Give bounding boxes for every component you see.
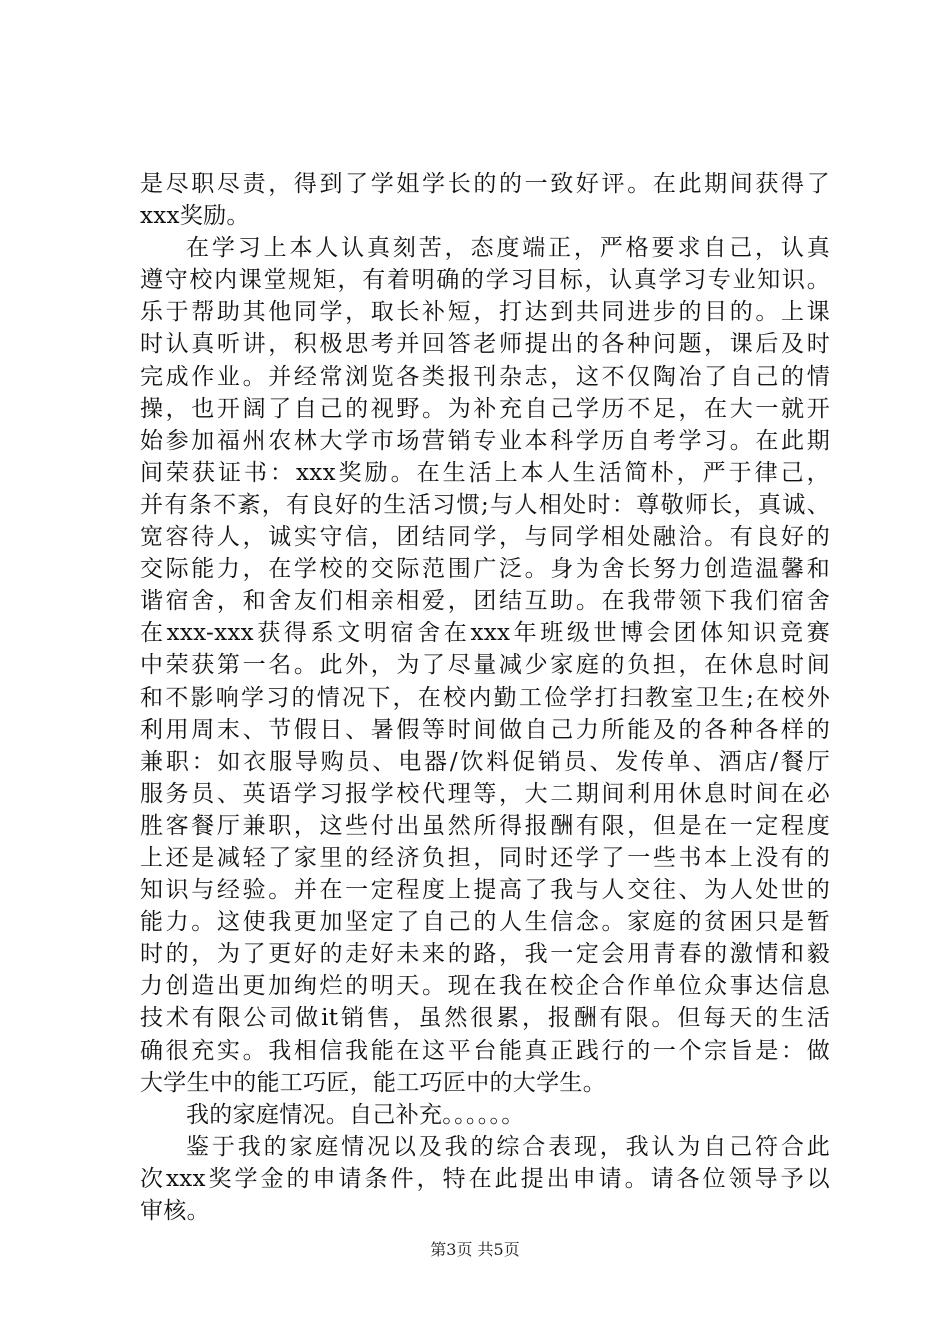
text-line: 遵守校内课堂规矩，有着明确的学习目标，认真学习专业知识。 — [140, 267, 830, 294]
text-line: 次xxx奖学金的申请条件，特在此提出申请。请各位领导予以 — [140, 1165, 830, 1192]
text-line: 并有条不紊，有良好的生活习惯;与人相处时：尊敬师长，真诚、 — [140, 491, 830, 518]
text-line: 兼职：如衣服导购员、电器/饮料促销员、发传单、酒店/餐厅 — [140, 748, 830, 775]
text-line: 服务员、英语学习报学校代理等，大二期间利用休息时间在必 — [140, 780, 830, 807]
text-line: 大学生中的能工巧匠，能工巧匠中的大学生。 — [140, 1069, 606, 1096]
text-line: 审核。 — [140, 1198, 210, 1224]
text-line: 乐于帮助其他同学，取长补短，打达到共同进步的目的。上课 — [140, 299, 830, 326]
text-line: 胜客餐厅兼职，这些付出虽然所得报酬有限，但是在一定程度 — [140, 812, 830, 839]
text-line: 间荣获证书：xxx奖励。在生活上本人生活简朴，严于律己， — [140, 459, 830, 486]
text-line: 时的，为了更好的走好未来的路，我一定会用青春的激情和毅 — [140, 941, 830, 968]
text-line: 是尽职尽责，得到了学姐学长的的一致好评。在此期间获得了 — [140, 171, 830, 197]
text-line: 和不影响学习的情况下，在校内勤工俭学打扫教室卫生;在校外 — [140, 684, 830, 711]
text-line: 技术有限公司做it销售，虽然很累，报酬有限。但每天的生活 — [140, 1005, 830, 1032]
text-line: 完成作业。并经常浏览各类报刊杂志，这不仅陶冶了自己的情 — [140, 363, 830, 390]
text-line: 在xxx-xxx获得系文明宿舍在xxx年班级世博会团体知识竞赛 — [140, 620, 830, 647]
text-line: 知识与经验。并在一定程度上提高了我与人交往、为人处世的 — [140, 877, 830, 904]
text-line: 能力。这使我更加坚定了自己的人生信念。家庭的贫困只是暂 — [140, 909, 830, 936]
text-line: 利用周末、节假日、暑假等时间做自己力所能及的各种各样的 — [140, 716, 830, 743]
text-line: 操，也开阔了自己的视野。为补充自己学历不足，在大一就开 — [140, 395, 830, 422]
page-footer: 第3页 共5页 — [430, 1240, 520, 1259]
text-line: 力创造出更加绚烂的明天。现在我在校企合作单位众事达信息 — [140, 973, 830, 1000]
text-line: 始参加福州农林大学市场营销专业本科学历自考学习。在此期 — [140, 427, 830, 454]
text-line: 在学习上本人认真刻苦，态度端正，严格要求自己，认真 — [186, 235, 830, 262]
text-line: 我的家庭情况。自己补充。。。。。。 — [186, 1101, 525, 1128]
text-line: 鉴于我的家庭情况以及我的综合表现，我认为自己符合此 — [186, 1133, 830, 1160]
text-line: 上还是减轻了家里的经济负担，同时还学了一些书本上没有的 — [140, 844, 830, 871]
text-line: xxx奖励。 — [140, 203, 250, 230]
text-line: 中荣获第一名。此外，为了尽量减少家庭的负担，在休息时间 — [140, 652, 830, 679]
text-line: 宽容待人，诚实守信，团结同学，与同学相处融洽。有良好的 — [140, 524, 830, 551]
document-body — [140, 168, 830, 1227]
text-line: 时认真听讲，积极思考并回答老师提出的各种问题，课后及时 — [140, 331, 830, 358]
text-line: 确很充实。我相信我能在这平台能真正践行的一个宗旨是：做 — [140, 1037, 830, 1064]
text-line: 谐宿舍，和舍友们相亲相爱，团结互助。在我带领下我们宿舍 — [140, 588, 830, 615]
text-line: 交际能力，在学校的交际范围广泛。身为舍长努力创造温馨和 — [140, 556, 830, 583]
